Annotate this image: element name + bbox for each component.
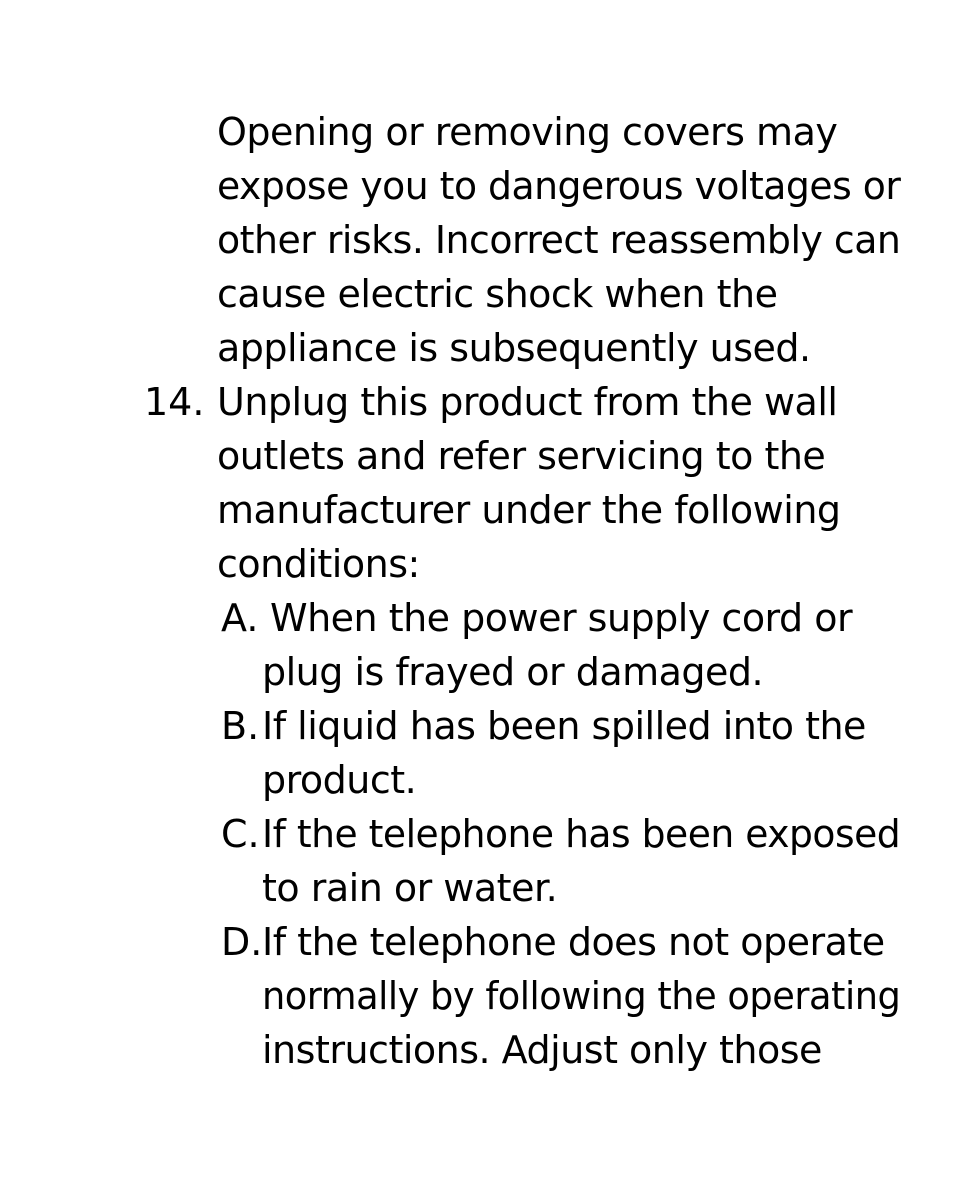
list-item-number: 14.: [144, 380, 205, 424]
text-line: Opening or removing covers may: [217, 110, 838, 154]
text-line: normally by following the operating: [262, 974, 901, 1018]
text-line: expose you to dangerous voltages or: [217, 164, 901, 208]
text-line: instructions. Adjust only those: [262, 1028, 822, 1072]
text-line: manufacturer under the following: [217, 488, 841, 532]
text-line: other risks. Incorrect reassembly can: [217, 218, 901, 262]
subitem-letter: B.: [221, 704, 260, 748]
text-line: to rain or water.: [262, 866, 558, 910]
text-line: Unplug this product from the wall: [217, 380, 838, 424]
text-line: conditions:: [217, 542, 420, 586]
text-line: cause electric shock when the: [217, 272, 778, 316]
subitem-letter: D.: [221, 920, 263, 964]
subitem-letter: A.: [221, 596, 259, 640]
text-line: If liquid has been spilled into the: [262, 704, 866, 748]
text-line: If the telephone has been exposed: [262, 812, 901, 856]
text-line: If the telephone does not operate: [262, 920, 885, 964]
subitem-letter: C.: [221, 812, 260, 856]
text-line: outlets and refer servicing to the: [217, 434, 826, 478]
text-line: appliance is subsequently used.: [217, 326, 811, 370]
text-line: When the power supply cord or: [270, 596, 853, 640]
text-line: plug is frayed or damaged.: [262, 650, 764, 694]
text-line: product.: [262, 758, 417, 802]
